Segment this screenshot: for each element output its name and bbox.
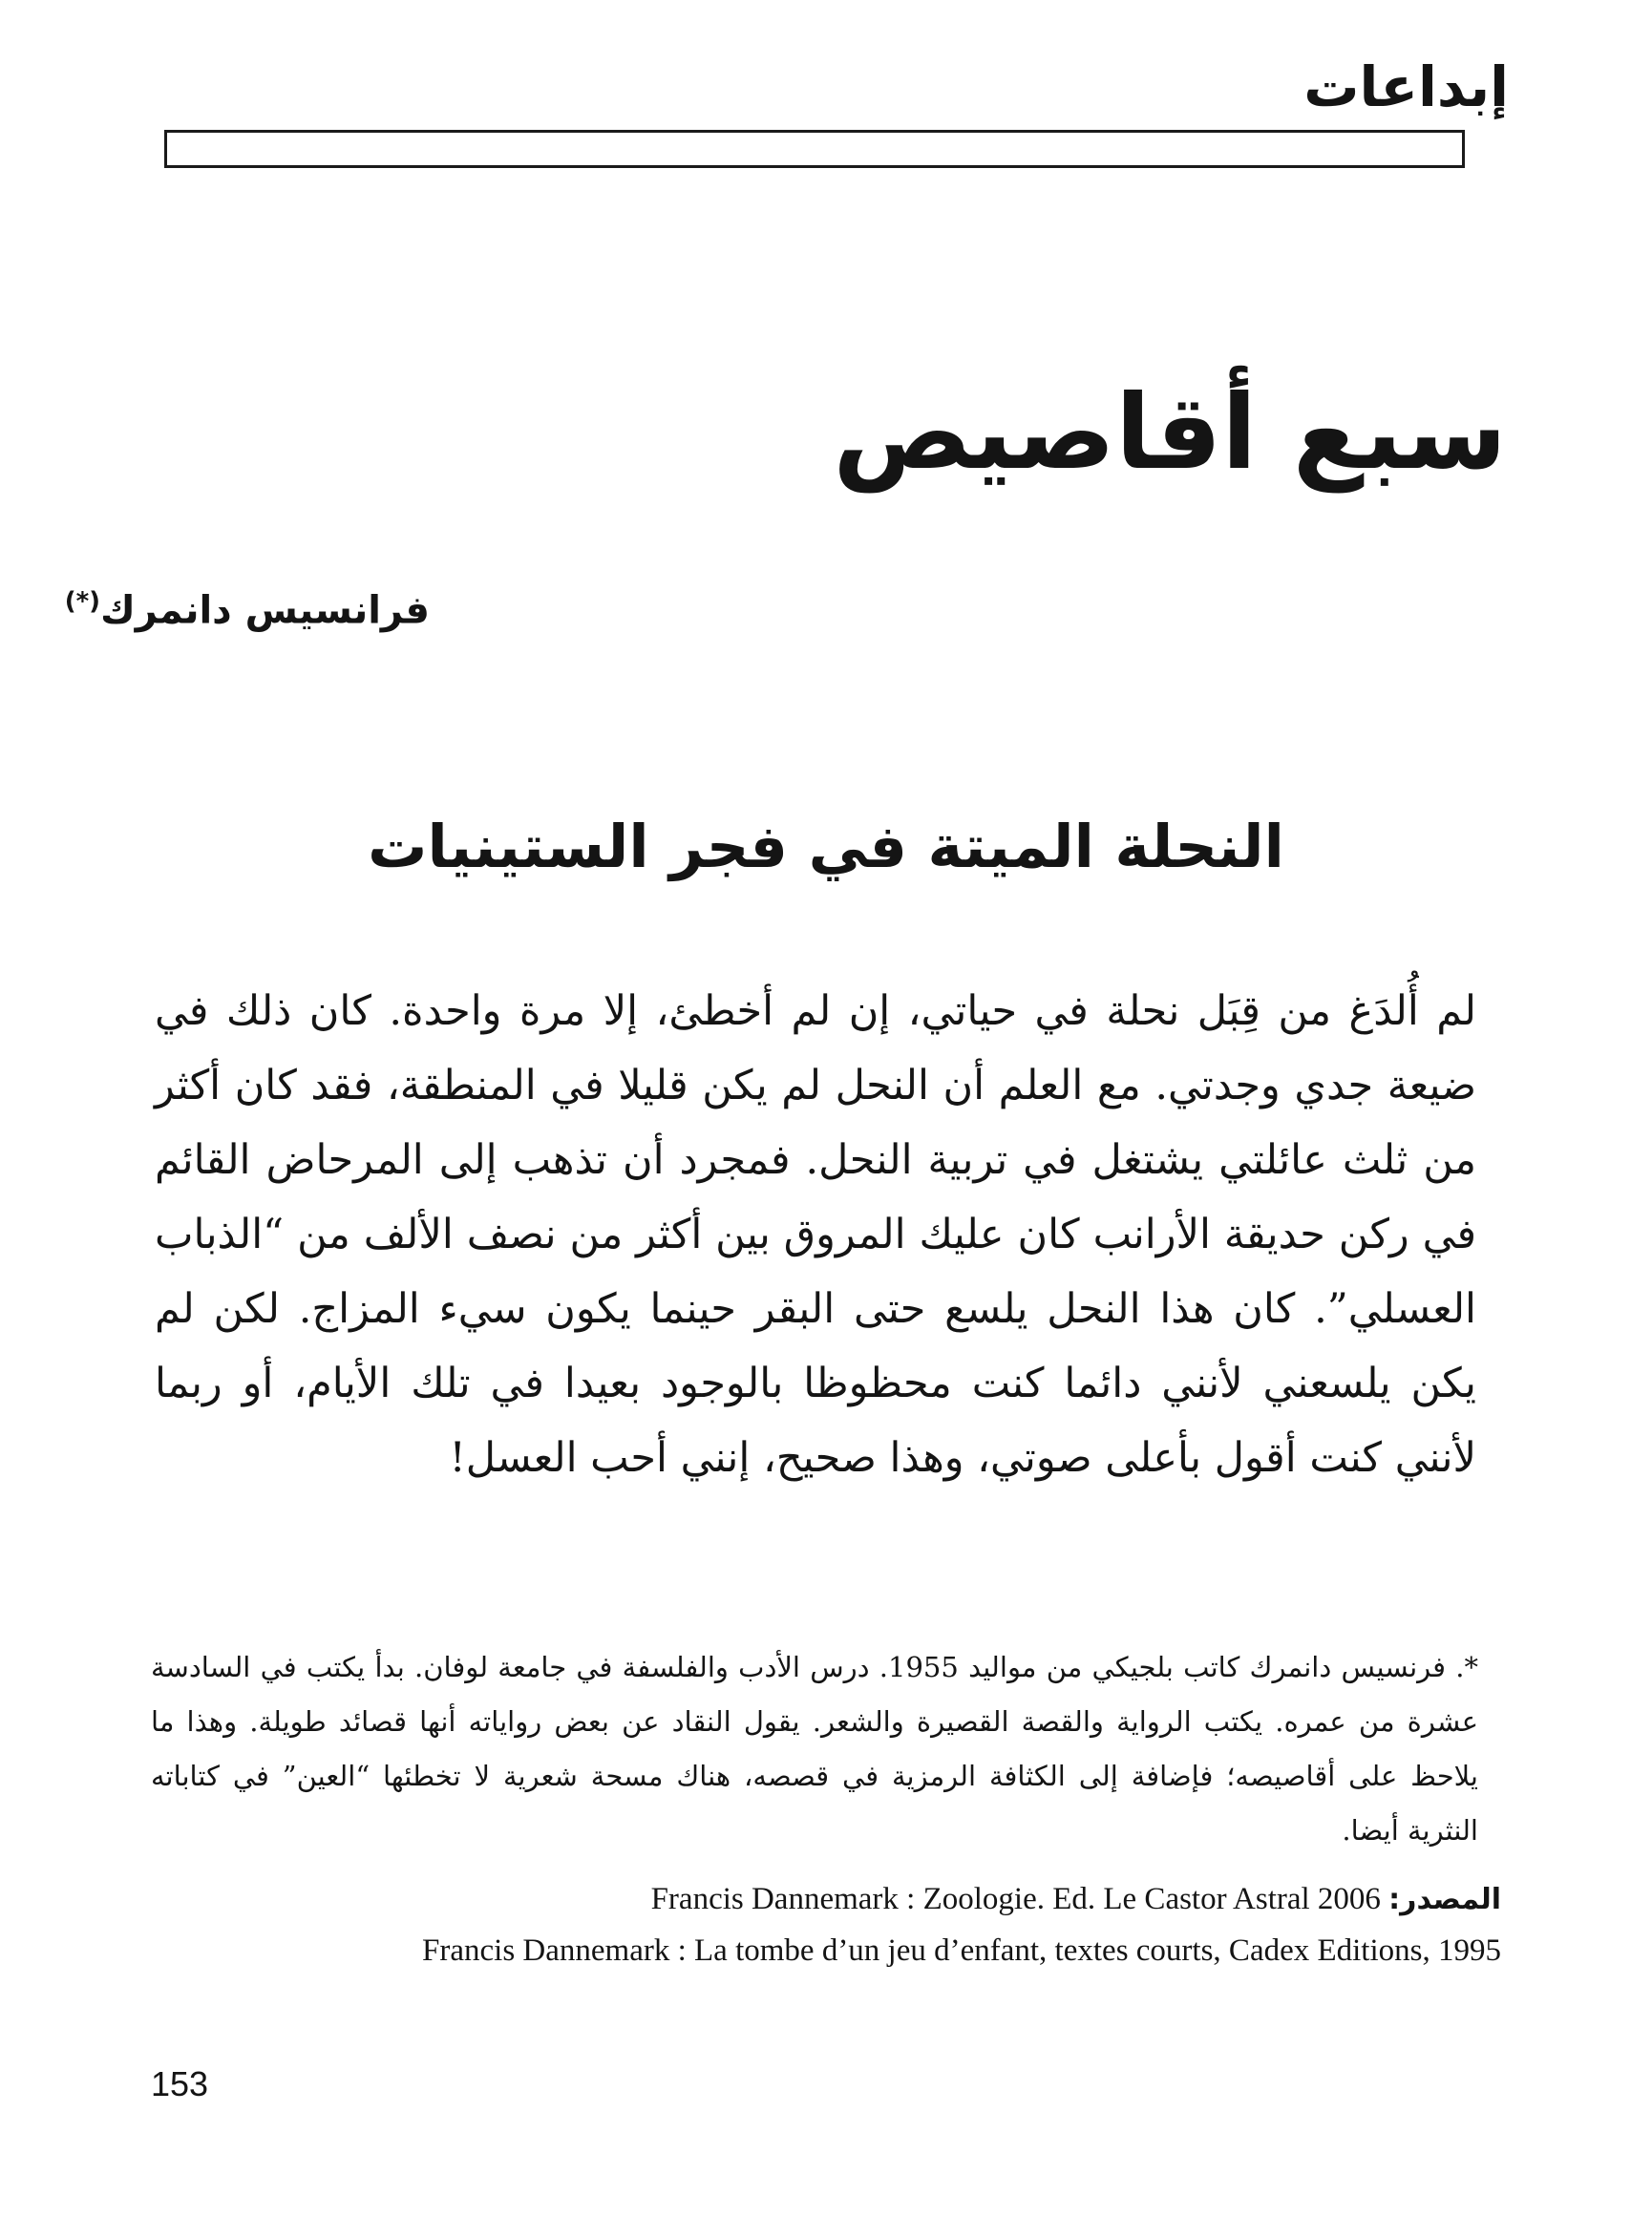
author-footnote-mark: (*) — [64, 587, 101, 616]
story-title: النحلة الميتة في فجر الستينيات — [368, 812, 1284, 881]
author-name: فرانسيس دانمرك — [100, 588, 430, 633]
author-footnote: *. فرنسيس دانمرك كاتب بلجيكي من مواليد 1955. درس الأدب والفلسفة في جامعة لوفان. بدأ يكتب في السادسة عشرة من عمره. يكتب الرواية والقصة القصيرة والشعر. يقول النقاد عن بعض رواياته أنها قصائد طويلة. وهذا ما يلاحظ على أقاصيصه؛ فإضافة إلى الكثافة الرمزية في قصصه، هناك مسحة شعرية لا تخطئها “العين” في كتاباته النثرية أيضا. — [151, 1651, 1479, 1847]
author-byline — [65, 587, 430, 632]
section-header-rule — [164, 130, 1465, 168]
story-body: لم أُلدَغ من قِبَل نحلة في حياتي، إن لم أخطئ، إلا مرة واحدة. كان ذلك في ضيعة جدي وجدتي. مع العلم أن النحل لم يكن قليلا في المنطقة، فقد كان أكثر من ثلث عائلتي يشتغل في تربية النحل. فمجرد أن تذهب إلى المرحاض القائم في ركن حديقة الأرانب كان عليك المروق بين أكثر من نصف الألف من “الذباب العسلي”. كان هذا النحل يلسع حتى البقر حينما يكون سيء المزاج. لكن لم يكن يلسعني لأنني دائما كنت محظوظا بالوجود بعيدا في تلك الأيام، أو ربما لأنني كنت أقول بأعلى صوتي، وهذا صحيح، إنني أحب العسل! — [155, 987, 1476, 1482]
main-title: سبع أقاصيص — [833, 373, 1507, 493]
source-citation-2: Francis Dannemark : La tombe d’un jeu d’enfant, textes courts, Cadex Editions, 1995 — [422, 1933, 1501, 1968]
section-label: إبداعات — [1303, 54, 1509, 119]
source-line-2 — [422, 1933, 1501, 1971]
source-label: المصدر: — [1388, 1883, 1501, 1916]
page-number: 153 — [151, 2064, 209, 2103]
source-citation-1: Francis Dannemark : Zoologie. Ed. Le Castor Astral 2006 — [650, 1882, 1381, 1916]
source-line-1 — [651, 1881, 1501, 1919]
